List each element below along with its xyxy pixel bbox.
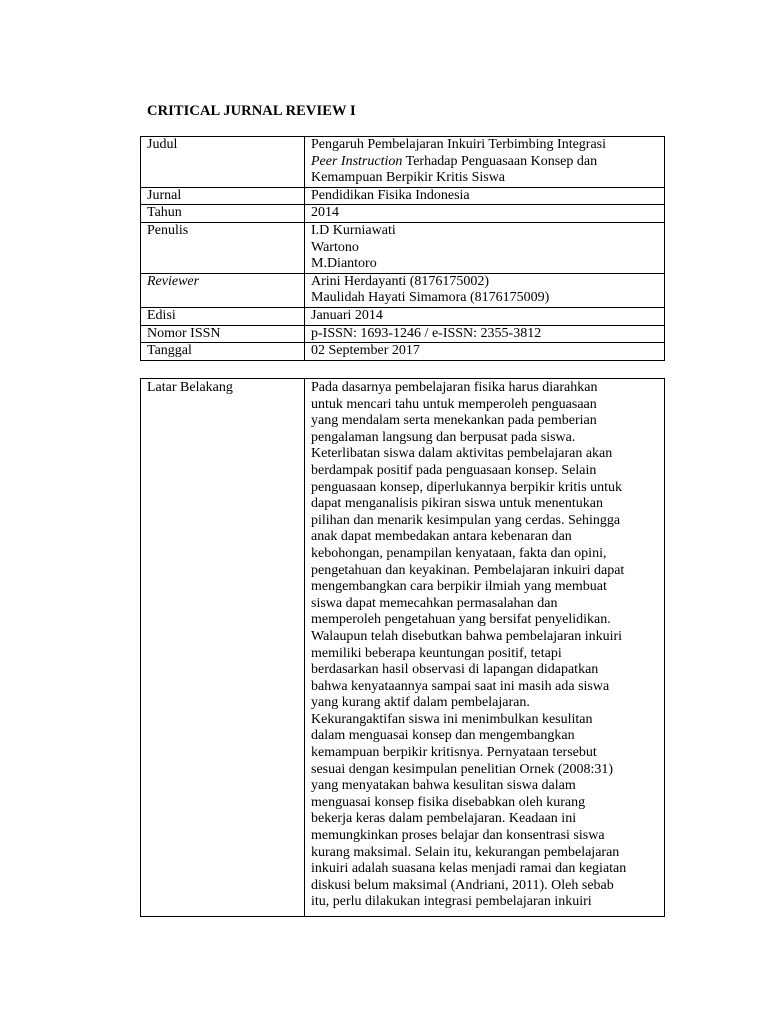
latar-belakang-line: berdasarkan hasil observasi di lapangan didapatkan [311, 662, 599, 678]
latar-belakang-line: anak dapat membedakan antara kebenaran dan [311, 529, 572, 545]
judul-line-2 [311, 154, 659, 171]
latar-belakang-line: inkuiri adalah suasana kelas menjadi ramai dan kegiatan [311, 861, 627, 877]
latar-belakang-line: memiliki beberapa keuntungan positif, tetapi [311, 645, 562, 661]
latar-belakang-label: Latar Belakang [141, 379, 305, 917]
tanggal-label: Tanggal [141, 343, 305, 361]
latar-belakang-line: memperoleh pengetahuan yang bersifat penyelidikan. [311, 612, 611, 628]
row-penulis [141, 222, 665, 273]
latar-belakang-line: Keterlibatan siswa dalam aktivitas pembelajaran akan [311, 446, 613, 462]
penulis-value [305, 222, 665, 273]
row-jurnal [141, 187, 665, 205]
row-edisi [141, 307, 665, 325]
latar-belakang-line: yang menyatakan bahwa kesulitan siswa dalam [311, 778, 576, 794]
jurnal-label: Jurnal [141, 187, 305, 205]
penulis-name: M.Diantoro [311, 256, 377, 272]
latar-belakang-line: memungkinkan proses belajar dan konsentrasi siswa [311, 828, 605, 844]
latar-belakang-line: berdampak positif pada penguasaan konsep. Selain [311, 462, 597, 478]
latar-belakang-line: dalam menguasai konsep dan mengembangkan [311, 728, 575, 744]
latar-belakang-line: kurang maksimal. Selain itu, kekurangan pembelajaran [311, 844, 620, 860]
latar-belakang-line: bekerja keras dalam pembelajaran. Keadaan ini [311, 811, 577, 827]
reviewer-value [305, 273, 665, 307]
judul-line-3: Kemampuan Berpikir Kritis Siswa [311, 170, 506, 186]
latar-belakang-line: untuk mencari tahu untuk memperoleh penguasaan [311, 396, 597, 412]
row-tahun [141, 205, 665, 223]
latar-belakang-line: Walaupun telah disebutkan bahwa pembelajaran inkuiri [311, 628, 623, 644]
latar-belakang-line: pilihan dan menarik kesimpulan yang cerdas. Sehingga [311, 512, 621, 528]
latar-belakang-line: pengalaman langsung dan berpusat pada siswa. [311, 429, 576, 445]
latar-belakang-line: kebohongan, penampilan kenyataan, fakta dan opini, [311, 545, 607, 561]
latar-belakang-line: itu, perlu dilakukan integrasi pembelajaran inkuiri [311, 894, 592, 910]
edisi-label: Edisi [141, 307, 305, 325]
judul-value [305, 137, 665, 188]
latar-belakang-line: Kekurangaktifan siswa ini menimbulkan kesulitan [311, 711, 593, 727]
row-latar-belakang [141, 379, 665, 917]
row-tanggal [141, 343, 665, 361]
latar-belakang-text [305, 379, 665, 917]
tahun-label: Tahun [141, 205, 305, 223]
judul-line-1: Pengaruh Pembelajaran Inkuiri Terbimbing Integrasi [311, 137, 607, 152]
reviewer-name: Maulidah Hayati Simamora (8176175009) [311, 290, 550, 306]
latar-belakang-line: siswa dapat memecahkan permasalahan dan [311, 595, 558, 611]
latar-belakang-line: bahwa kenyataannya sampai saat ini masih ada siswa [311, 678, 610, 694]
row-judul [141, 137, 665, 188]
reviewer-label: Reviewer [141, 273, 305, 307]
latar-belakang-line: diskusi belum maksimal (Andriani, 2011). Oleh sebab [311, 877, 614, 893]
issn-label: Nomor ISSN [141, 325, 305, 343]
issn-value: p-ISSN: 1693-1246 / e-ISSN: 2355-3812 [305, 325, 665, 343]
tanggal-value: 02 September 2017 [305, 343, 665, 361]
latar-belakang-line: pengetahuan dan keyakinan. Pembelajaran inkuiri dapat [311, 562, 625, 578]
penulis-name: I.D Kurniawati [311, 222, 396, 238]
reviewer-name: Arini Herdayanti (8176175002) [311, 273, 490, 289]
latar-belakang-line: Pada dasarnya pembelajaran fisika harus diarahkan [311, 380, 598, 395]
latar-belakang-line: menguasai konsep fisika disebabkan oleh kurang [311, 794, 586, 810]
edisi-value: Januari 2014 [305, 307, 665, 325]
document-title: CRITICAL JURNAL REVIEW I [147, 103, 356, 119]
latar-belakang-line: penguasaan konsep, diperlukannya berpikir kritis untuk [311, 479, 623, 495]
latar-belakang-table [140, 378, 665, 917]
penulis-name: Wartono [311, 239, 359, 255]
judul-italic-term: Peer Instruction [311, 153, 403, 169]
judul-label: Judul [141, 137, 305, 188]
latar-belakang-line: mengembangkan cara berpikir ilmiah yang membuat [311, 579, 607, 595]
latar-belakang-line: yang kurang aktif dalam pembelajaran. [311, 695, 530, 711]
latar-belakang-line: sesuai dengan kesimpulan penelitian Ornek (2008:31) [311, 761, 614, 777]
tahun-value: 2014 [305, 205, 665, 223]
row-reviewer [141, 273, 665, 307]
journal-info-table [140, 136, 665, 361]
jurnal-value: Pendidikan Fisika Indonesia [305, 187, 665, 205]
row-issn [141, 325, 665, 343]
latar-belakang-line: yang mendalam serta menekankan pada pemberian [311, 413, 597, 429]
latar-belakang-line: dapat menganalisis pikiran siswa untuk menentukan [311, 496, 603, 512]
judul-line-2-rest: Terhadap Penguasaan Konsep dan [402, 153, 598, 169]
penulis-label: Penulis [141, 222, 305, 273]
latar-belakang-line: kemampuan berpikir kritisnya. Pernyataan tersebut [311, 745, 597, 761]
